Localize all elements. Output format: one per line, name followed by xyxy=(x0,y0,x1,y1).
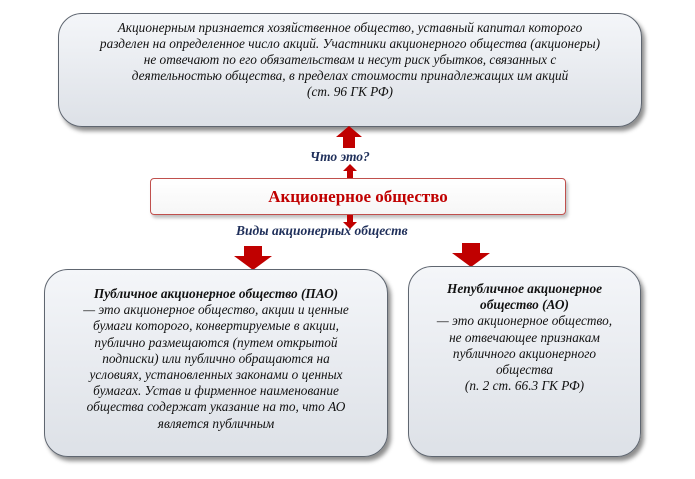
center-title: Акционерное общество xyxy=(268,186,448,206)
public-company-line: является публичным xyxy=(157,415,275,431)
nonpublic-company-line: публичного акционерного xyxy=(452,345,597,361)
public-company-line: подписки) или публично обращаются на xyxy=(102,350,330,366)
public-company-line: общества содержат указание на то, что АО xyxy=(86,399,346,415)
public-company-line: — это акционерное общество, акции и ценные xyxy=(83,302,349,318)
nonpublic-company-box xyxy=(408,266,641,457)
nonpublic-company-line: не отвечающее признакам xyxy=(449,329,600,345)
definition-line: Акционерным признается хозяйственное общество, уставный капитал которого xyxy=(117,20,583,35)
up-arrow-icon xyxy=(336,126,362,148)
nonpublic-company-line: — это акционерное общество, xyxy=(436,313,613,329)
nonpublic-company-title: Непубличное акционерное xyxy=(447,281,602,296)
definition-line: не отвечают по его обязательствам и несут риск убытков, связанных с xyxy=(143,52,557,67)
public-company-title: Публичное акционерное общество (ПАО) xyxy=(93,286,339,301)
definition-line: разделен на определенное число акций. Участники акционерного общества (акционеры) xyxy=(99,36,601,51)
down-arrow-left-icon xyxy=(234,246,272,270)
definition-box xyxy=(58,13,642,127)
public-company-line: бумаги которого, конвертируемые в акции, xyxy=(92,318,340,334)
up-arrow-small-icon xyxy=(343,164,357,178)
public-company-line: публично размещаются (путем открытой xyxy=(94,334,338,350)
center-concept-box xyxy=(150,178,566,215)
public-company-box xyxy=(44,269,388,457)
down-arrow-right-icon xyxy=(452,243,490,267)
question-label: Что это? xyxy=(310,149,370,164)
public-company-line: бумагах. Устав и фирменное наименование xyxy=(93,383,339,399)
definition-line: деятельностью общества, в пределах стоимости принадлежащих им акций xyxy=(131,68,569,83)
nonpublic-company-source: (п. 2 ст. 66.3 ГК РФ) xyxy=(464,378,585,394)
types-label: Виды акционерных обществ xyxy=(236,223,408,238)
nonpublic-company-line: общества xyxy=(495,362,554,378)
definition-source: (ст. 96 ГК РФ) xyxy=(307,84,393,99)
public-company-line: условиях, установленных законами о ценных xyxy=(89,367,343,383)
nonpublic-company-title: общество (АО) xyxy=(480,297,569,313)
